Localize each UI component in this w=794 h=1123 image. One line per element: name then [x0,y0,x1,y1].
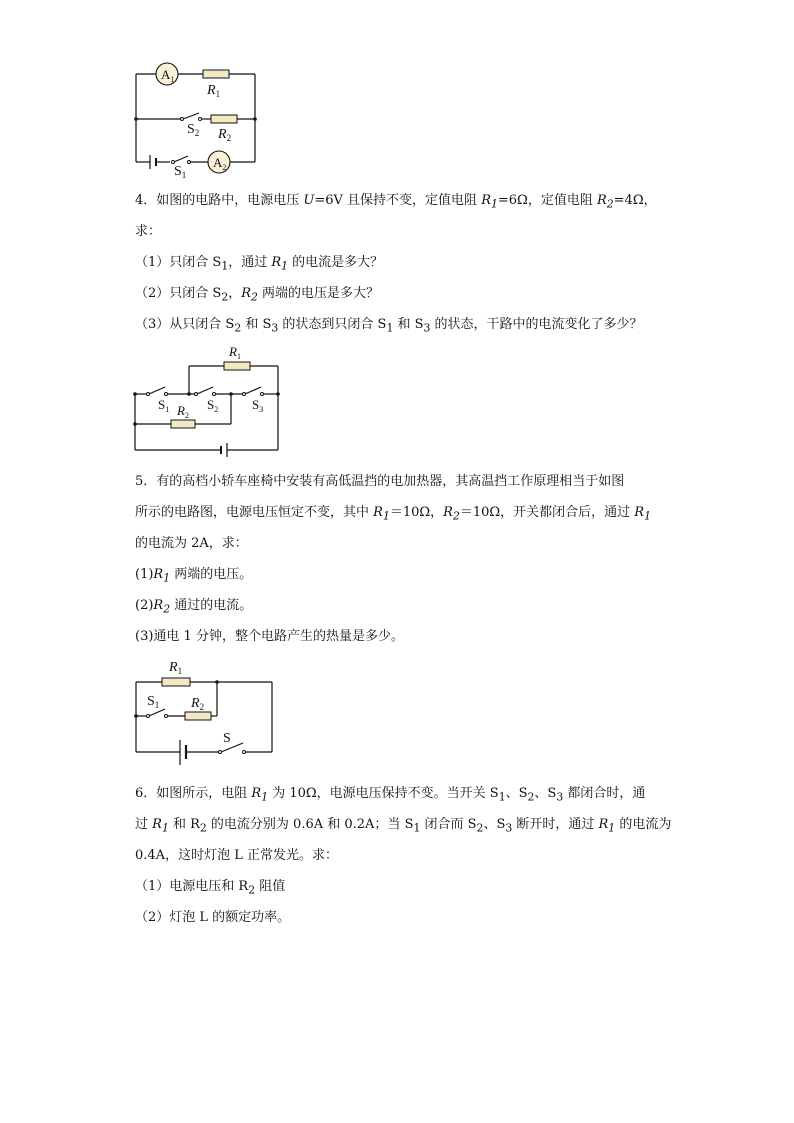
resistor-r2 [211,115,237,123]
q5-line-3: 的电流为 2A，求： [135,536,248,551]
circuit-diagram-q3 [125,58,270,183]
label-r1: $R_1$ [229,344,241,361]
label-r2: $R_2$ [177,403,189,420]
circuit-diagram-q4 [125,342,285,454]
q6-subquestion-2: （2）灯泡 L 的额定功率。 [135,910,291,925]
label-s1: $S_1$ [147,694,160,710]
q4-line-1: 4．如图的电路中，电源电压 U=6V 且保持不变，定值电阻 $R_1=6\Omega$，定值电阻 $R_2=4\Omega$， [135,193,657,211]
label-r1: $R_1$ [207,83,221,99]
q4-subquestion-2: （2）只闭合 $S_2$，$R_2$ 两端的电压是多大？ [135,286,380,304]
label-s1: $S_1$ [174,164,187,180]
label-s2: $S_2$ [207,397,219,414]
q5-subquestion-1: $(1)R_1$ 两端的电压。 [135,567,253,585]
label-s: S [223,731,231,746]
resistor-r1 [162,678,190,686]
ammeter-a1-label: $A_1$ [161,67,175,84]
label-r2: $R_2$ [218,127,232,143]
resistor-r1 [203,70,229,78]
ammeter-a2-label: $A_2$ [213,155,227,172]
q5-line-1: 5．有的高档小轿车座椅中安装有高低温挡的电加热器，其高温挡工作原理相当于如图 [135,474,625,489]
circuit-diagram-q5 [125,655,285,771]
q4-subquestion-3: （3）从只闭合 $S_2$ 和 $S_3$ 的状态到只闭合 $S_1$ 和 $S_3$ 的状态，干路中的电流变化了多少？ [135,317,643,335]
label-s2: $S_2$ [187,122,200,138]
resistor-r2 [185,712,211,720]
q4-line-2: 求： [135,224,162,239]
q6-line-3: 0.4A，这时灯泡 L 正常发光。求： [135,848,338,863]
resistor-r2 [171,420,195,428]
q6-line-2: 过 $R_1$ 和 $R_2$ 的电流分别为 0.6A 和 0.2A；当 $S_1$ 闭合而 $S_2$、$S_3$ 断开时，通过 $R_1$ 的电流为 [135,817,672,835]
q4-subquestion-1: （1）只闭合 $S_1$，通过 $R_1$ 的电流是多大？ [135,255,384,273]
label-r2: $R_2$ [191,696,205,712]
q6-subquestion-1: （1）电源电压和 $R_2$ 阻值 [135,879,286,897]
label-s3: $S_3$ [252,397,264,414]
resistor-r1 [224,362,250,370]
q5-subquestion-3: (3)通电 1 分钟，整个电路产生的热量是多少。 [135,629,404,644]
label-r1: $R_1$ [169,660,183,676]
q5-subquestion-2: $(2)R_2$ 通过的电流。 [135,598,253,616]
label-s1: $S_1$ [158,397,170,414]
q6-line-1: 6．如图所示，电阻 $R_1$ 为 10Ω，电源电压保持不变。当开关 $S_1$、$S_2$、$S_3$ 都闭合时，通 [135,786,646,804]
q5-line-2: 所示的电路图，电源电压恒定不变，其中 $R_1=10\Omega$，$R_2=10\Omega$，开关都闭合后，通过 $R_1$ [135,505,651,523]
